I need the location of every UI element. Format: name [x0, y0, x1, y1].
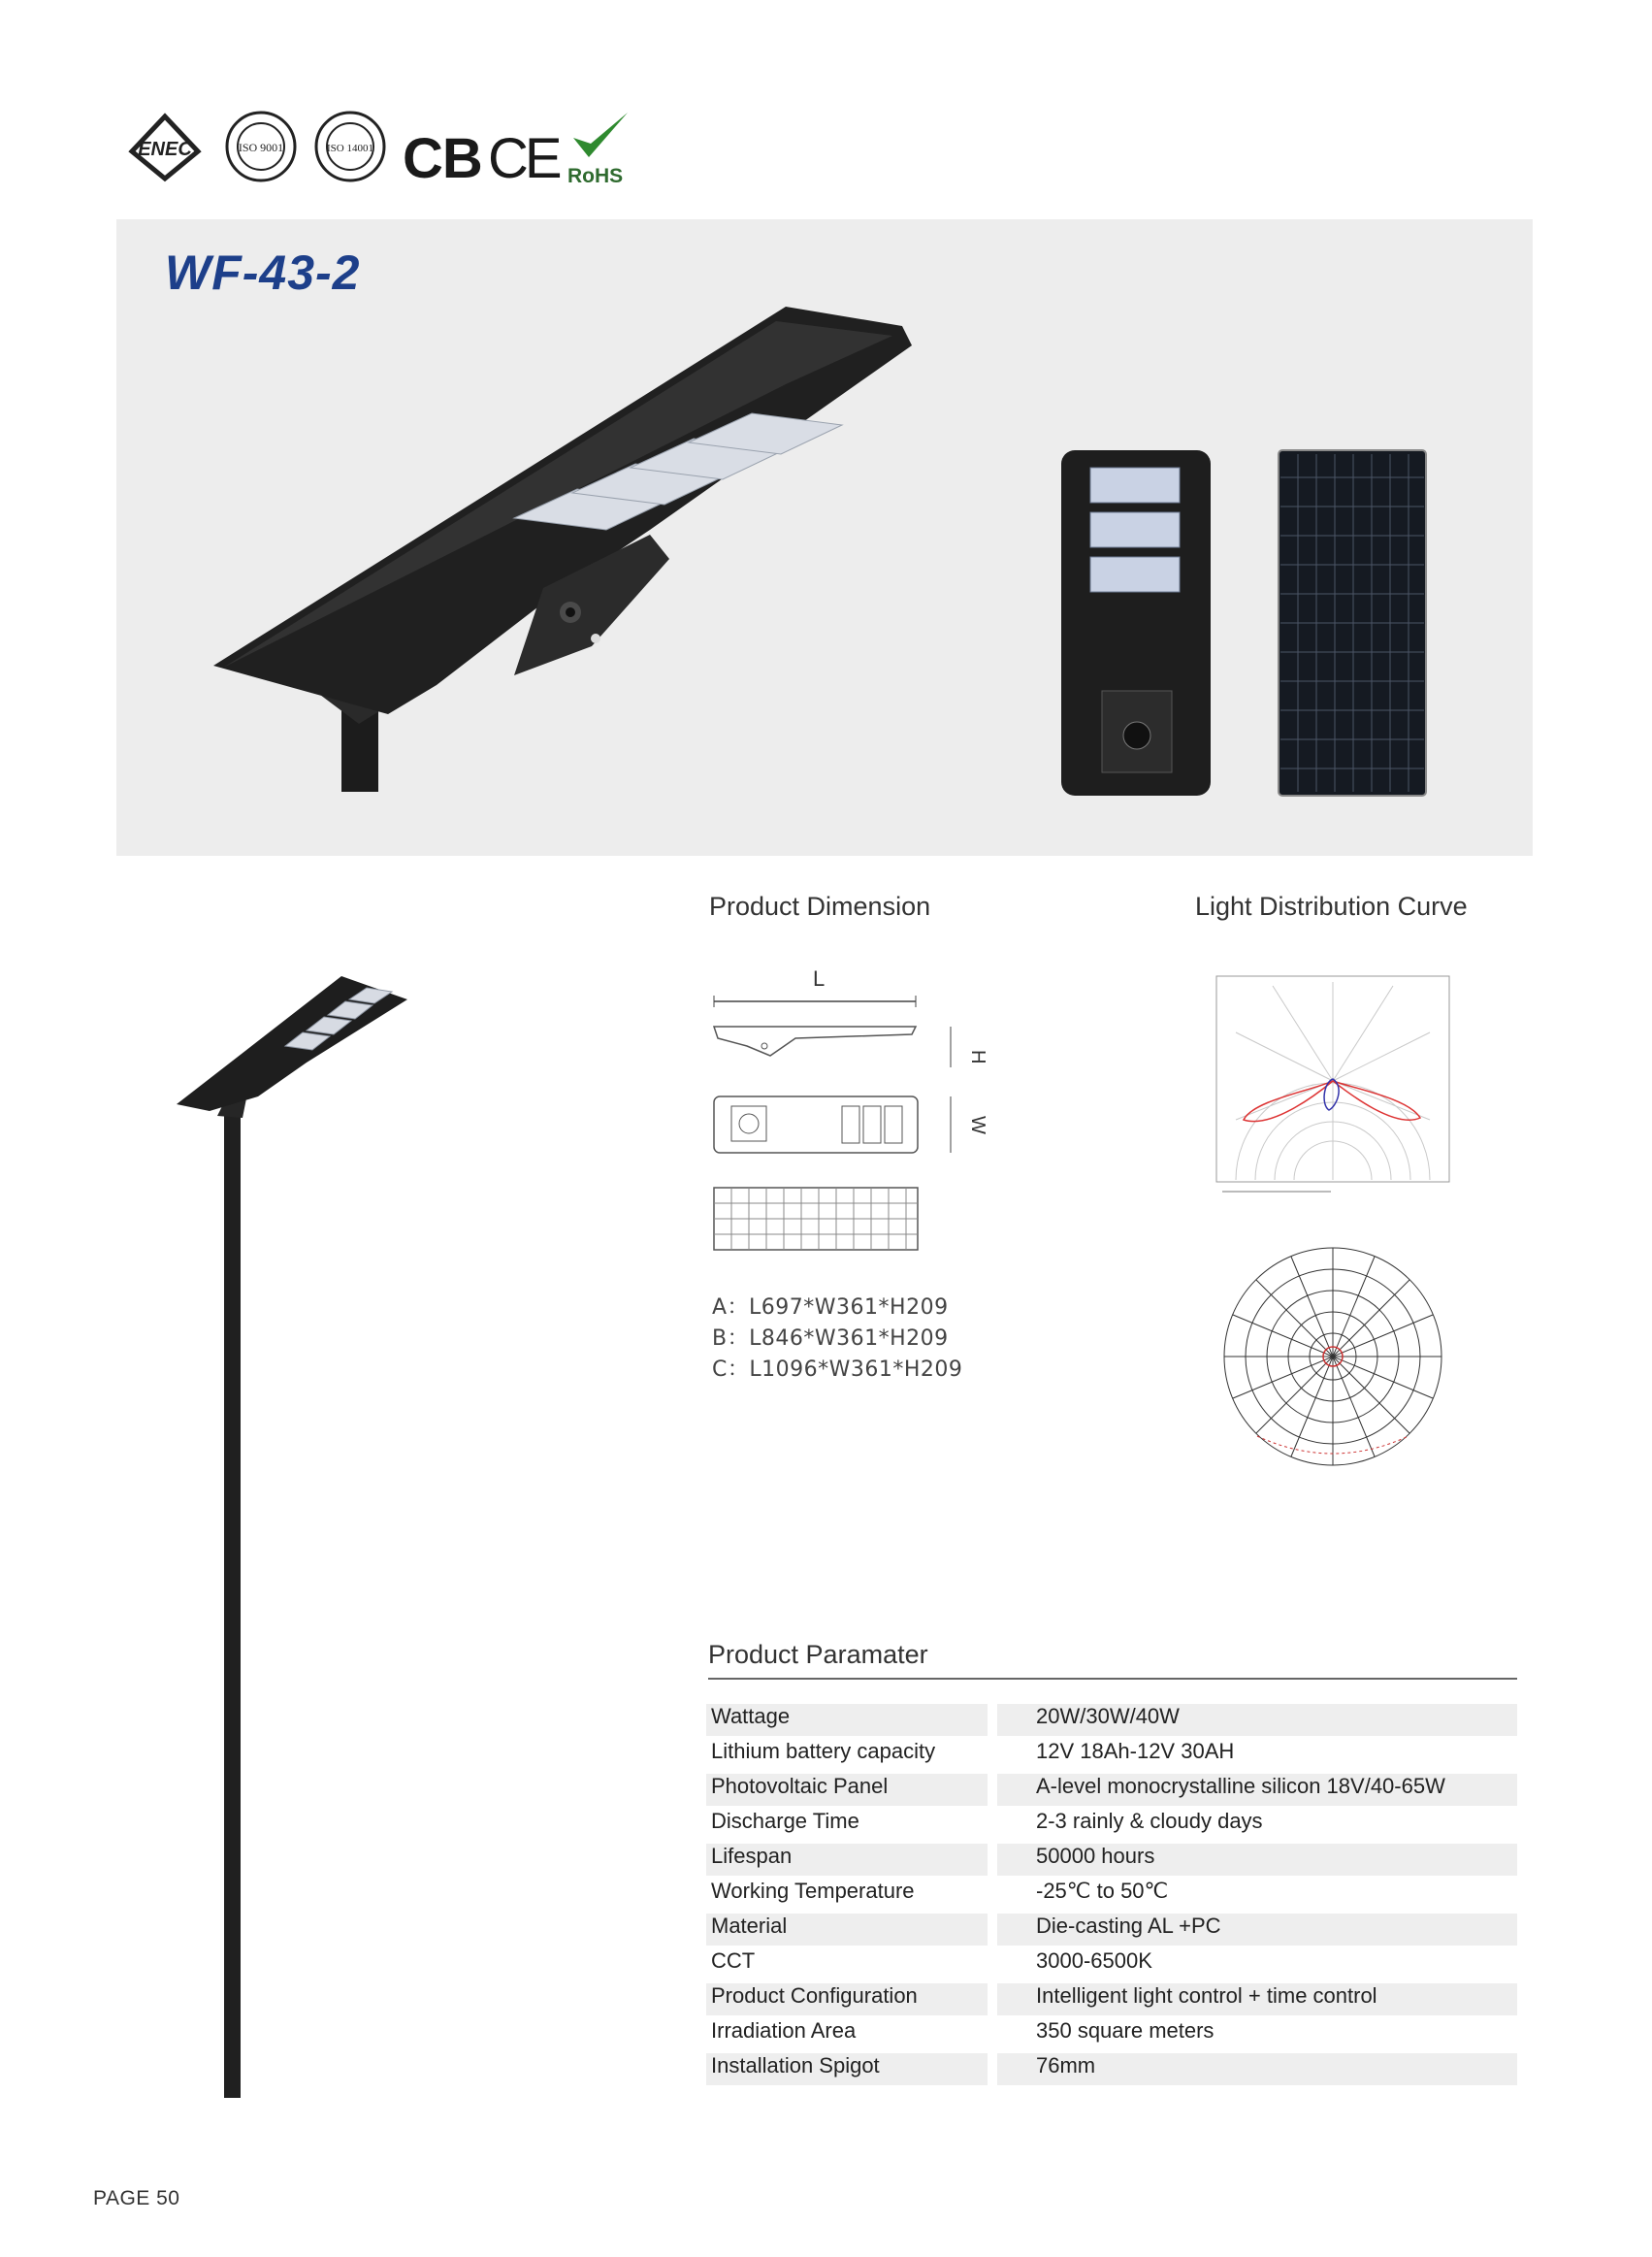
param-value: Intelligent light control + time control: [997, 1983, 1517, 2015]
table-row: [706, 1844, 1517, 1879]
hero-panel: [116, 219, 1533, 856]
dim-label-l: L: [813, 966, 826, 991]
param-value: 2-3 rainly & cloudy days: [1036, 1809, 1263, 1833]
param-value: 50000 hours: [997, 1844, 1517, 1876]
dimension-section-title: Product Dimension: [709, 892, 931, 921]
ce-mark: CE: [488, 127, 559, 190]
curve-section-title: Light Distribution Curve: [1195, 892, 1468, 921]
param-value: 350 square meters: [1036, 2018, 1215, 2043]
isolux-diagram-image: [1218, 1242, 1447, 1471]
iso14001-logo-icon: [312, 109, 388, 184]
svg-text:ISO 9001: ISO 9001: [238, 141, 284, 154]
solar-panel-image: [1277, 448, 1430, 800]
param-key: Wattage: [706, 1704, 988, 1736]
iso9001-logo-icon: [223, 109, 299, 184]
dimension-variant-b: B：L846*W361*H209: [712, 1326, 949, 1351]
model-title: WF-43-2: [165, 245, 361, 300]
param-key: Working Temperature: [711, 1879, 915, 1903]
param-value: Die-casting AL +PC: [997, 1914, 1517, 1946]
param-key: Irradiation Area: [711, 2018, 857, 2043]
param-key: Discharge Time: [711, 1809, 859, 1833]
svg-text:ENEC: ENEC: [138, 139, 192, 160]
svg-text:ISO 14001: ISO 14001: [327, 143, 373, 154]
dimension-variants: [712, 1292, 1003, 1386]
table-row: [706, 2053, 1517, 2088]
dim-label-h: H: [967, 1050, 988, 1064]
street-light-image: [194, 268, 1048, 811]
table-row: [706, 2018, 1517, 2053]
dimension-drawing: [708, 961, 989, 1271]
table-row: [706, 1774, 1517, 1809]
table-row: [706, 1809, 1517, 1844]
pole-image: [171, 970, 413, 2102]
param-key: Material: [706, 1914, 988, 1946]
enec-logo-icon: [126, 109, 204, 186]
param-key: CCT: [711, 1948, 756, 1973]
table-row: [706, 1739, 1517, 1774]
dimension-variant-a: A：L697*W361*H209: [712, 1295, 949, 1320]
cb-mark: CB: [403, 127, 482, 190]
rohs-mark: RoHS: [567, 165, 624, 187]
table-row: [706, 1879, 1517, 1914]
polar-curve-image: [1215, 974, 1451, 1203]
param-value: 20W/30W/40W: [997, 1704, 1517, 1736]
param-value: 76mm: [997, 2053, 1517, 2085]
param-value: -25℃ to 50℃: [1036, 1879, 1169, 1903]
table-row: [706, 1704, 1517, 1739]
rohs-check-icon: [567, 109, 635, 167]
table-row: [706, 1914, 1517, 1948]
dim-label-w: W: [967, 1116, 988, 1134]
parameter-table: [706, 1704, 1517, 2088]
param-value: 12V 18Ah-12V 30AH: [1036, 1739, 1235, 1763]
certification-row: [126, 109, 650, 198]
table-row: [706, 1983, 1517, 2018]
param-key: Installation Spigot: [706, 2053, 988, 2085]
page-number: PAGE 50: [93, 2187, 180, 2209]
param-key: Lifespan: [706, 1844, 988, 1876]
dimension-variant-c: C：L1096*W361*H209: [712, 1357, 963, 1382]
param-key: Lithium battery capacity: [711, 1739, 936, 1763]
param-key: Product Configuration: [706, 1983, 988, 2015]
params-section-title: Product Paramater: [708, 1640, 1517, 1680]
param-key: Photovoltaic Panel: [706, 1774, 988, 1806]
param-value: 3000-6500K: [1036, 1948, 1152, 1973]
table-row: [706, 1948, 1517, 1983]
front-view-image: [1059, 448, 1215, 800]
param-value: A-level monocrystalline silicon 18V/40-65W: [997, 1774, 1517, 1806]
